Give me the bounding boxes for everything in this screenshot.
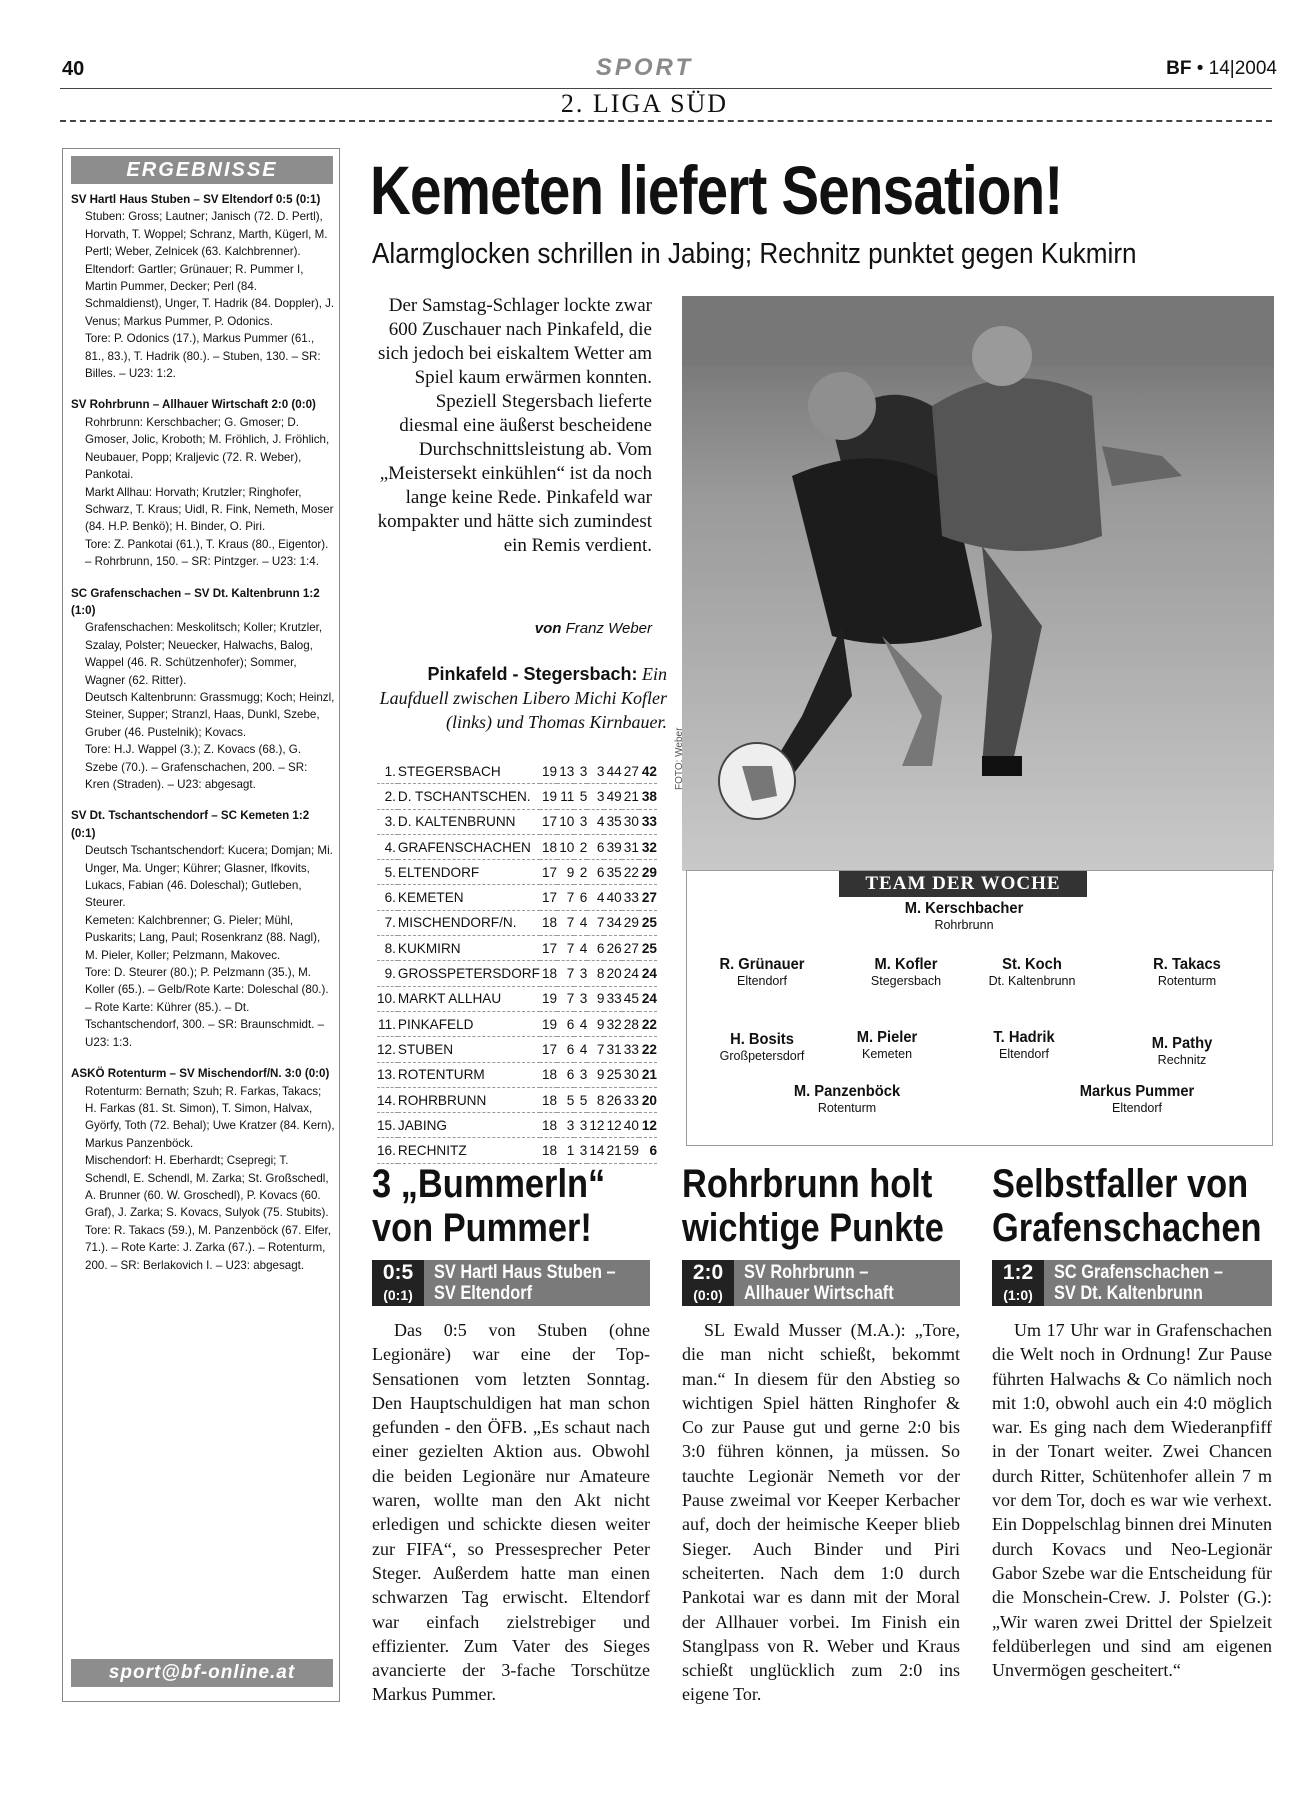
standings-n: 12 xyxy=(587,1113,604,1138)
score-bar xyxy=(682,1260,960,1306)
page-number: 40 xyxy=(62,58,85,80)
score-bar xyxy=(992,1260,1272,1306)
player-club: Großpetersdorf xyxy=(719,1049,805,1063)
standings-rank: 12. xyxy=(377,1037,398,1062)
standings-rank: 9. xyxy=(377,961,398,986)
player-midfielder xyxy=(1107,1035,1257,1067)
standings-u: 3 xyxy=(574,809,587,834)
main-subheadline: Alarmglocken schrillen in Jabing; Rechnitz punktet gegen Kukmirn xyxy=(372,238,1137,270)
match-teams xyxy=(434,1262,616,1304)
standings-tg: 32 xyxy=(604,1011,621,1036)
standings-s: 9 xyxy=(557,860,574,885)
standings-row xyxy=(377,910,657,935)
standings-rank: 6. xyxy=(377,885,398,910)
player-defender xyxy=(957,956,1107,988)
player-club: Rotenturm xyxy=(817,1101,877,1115)
standings-ta: 29 xyxy=(622,910,639,935)
standings-n: 14 xyxy=(587,1138,604,1163)
standings-ta: 21 xyxy=(622,784,639,809)
standings-s: 7 xyxy=(557,910,574,935)
match-title: SV Rohrbrunn – Allhauer Wirtschaft 2:0 (0:0) xyxy=(71,398,316,412)
standings-sp: 18 xyxy=(540,1113,557,1138)
standings-tg: 49 xyxy=(604,784,621,809)
standings-pts: 24 xyxy=(639,986,657,1011)
standings-tg: 31 xyxy=(604,1037,621,1062)
standings-pts: 12 xyxy=(639,1113,657,1138)
player-name: M. Kerschbacher xyxy=(904,900,1024,917)
standings-n: 7 xyxy=(587,910,604,935)
results-list xyxy=(71,191,335,1288)
player-goalkeeper xyxy=(840,900,1088,932)
match-lineup: Kemeten: Kalchbrenner; G. Pieler; Mühl, Puskarits; Lang, Paul; Rosenkranz (88. Nagl), M. Pieler, Koller; Pelzmann, Makovec. xyxy=(85,913,321,962)
final-score: 0:5 xyxy=(382,1261,414,1284)
standings-ta: 59 xyxy=(622,1138,639,1163)
standings-pts: 20 xyxy=(639,1087,657,1112)
player-club: Stegersbach xyxy=(870,974,942,988)
standings-n: 3 xyxy=(587,759,604,784)
main-headline: Kemeten liefert Sensation! xyxy=(370,152,1063,229)
standings-tg: 34 xyxy=(604,910,621,935)
standings-team: JABING xyxy=(398,1113,540,1138)
standings-n: 9 xyxy=(587,1062,604,1087)
caption-text: Ein Laufduell zwischen Libero Michi Kofler (links) und Thomas Kirnbauer. xyxy=(379,664,667,732)
standings-u: 3 xyxy=(574,961,587,986)
player-club: Kemeten xyxy=(861,1047,913,1061)
standings-table xyxy=(377,759,657,1164)
standings-n: 9 xyxy=(587,1011,604,1036)
match-result xyxy=(71,191,335,382)
standings-u: 4 xyxy=(574,1037,587,1062)
score-box xyxy=(682,1260,734,1306)
standings-u: 3 xyxy=(574,1062,587,1087)
results-sidebar xyxy=(62,148,340,1702)
standings-row xyxy=(377,1011,657,1036)
match-result xyxy=(71,396,335,570)
standings-team: D. TSCHANTSCHEN. xyxy=(398,784,540,809)
issue-number: 14|2004 xyxy=(1208,58,1277,79)
team-home: SV Hartl Haus Stuben – xyxy=(434,1262,616,1283)
standings-row xyxy=(377,834,657,859)
results-heading: ERGEBNISSE xyxy=(71,156,333,184)
standings-u: 2 xyxy=(574,860,587,885)
match-goals: Tore: Z. Pankotai (61.), T. Kraus (80., Eigentor). – Rohrbrunn, 150. – SR: Pintzger. – U23: 1:4. xyxy=(85,537,329,569)
standings-u: 3 xyxy=(574,1113,587,1138)
byline-prefix: von xyxy=(534,620,562,637)
standings-team: ROTENTURM xyxy=(398,1062,540,1087)
match-lineup: Stuben: Gross; Lautner; Janisch (72. D. Pertl), Horvath, T. Woppel; Schranz, Marth, Kügerl, M. Pertl; Weber, Zelnicek (63. Kalchbrenner). xyxy=(85,210,328,259)
article-headline: wichtige Punkte xyxy=(682,1206,944,1250)
standings-sp: 18 xyxy=(540,1138,557,1163)
standings-n: 6 xyxy=(587,834,604,859)
standings-u: 3 xyxy=(574,986,587,1011)
standings-row xyxy=(377,1138,657,1163)
standings-s: 11 xyxy=(557,784,574,809)
standings-pts: 6 xyxy=(639,1138,657,1163)
standings-ta: 45 xyxy=(622,986,639,1011)
standings-u: 4 xyxy=(574,910,587,935)
standings-team: MISCHENDORF/N. xyxy=(398,910,540,935)
player-midfielder xyxy=(812,1029,962,1061)
standings-s: 7 xyxy=(557,885,574,910)
article-rohrbrunn xyxy=(682,1162,972,1707)
player-club: Eltendorf xyxy=(736,974,788,988)
standings-s: 5 xyxy=(557,1087,574,1112)
standings-tg: 25 xyxy=(604,1062,621,1087)
standings-sp: 18 xyxy=(540,1087,557,1112)
standings-ta: 31 xyxy=(622,834,639,859)
standings-pts: 32 xyxy=(639,834,657,859)
team-away: SV Eltendorf xyxy=(434,1283,533,1304)
standings-pts: 22 xyxy=(639,1011,657,1036)
standings-s: 6 xyxy=(557,1011,574,1036)
match-goals: Tore: R. Takacs (59.), M. Panzenböck (67. Elfer, 71.). – Rote Karte: J. Zarka (67.). – Rotenturm, 200. – SR: Berlakovich I. – U23: abgesagt. xyxy=(85,1223,331,1272)
final-score: 2:0 xyxy=(692,1261,724,1284)
photo-credit: FOTO: Weber xyxy=(674,727,685,790)
standings-u: 3 xyxy=(574,1138,587,1163)
match-lineup: Grafenschachen: Meskolitsch; Koller; Krutzler, Szalay, Polster; Neuecker, Halwachs, Balog, Wappel (46. R. Schützenhofer); Sommer, Wagner (62. Ritter). xyxy=(85,621,323,687)
standings-team: KEMETEN xyxy=(398,885,540,910)
standings-team: PINKAFELD xyxy=(398,1011,540,1036)
player-name: M. Kofler xyxy=(874,956,938,973)
league-title: 2. LIGA SÜD xyxy=(560,89,729,118)
magazine-issue: BF • 14|2004 xyxy=(1166,58,1277,79)
photo-caption xyxy=(372,662,667,734)
standings-tg: 35 xyxy=(604,809,621,834)
team-of-the-week xyxy=(686,870,1273,1146)
standings-row xyxy=(377,784,657,809)
standings-ta: 30 xyxy=(622,1062,639,1087)
standings-team: ROHRBRUNN xyxy=(398,1087,540,1112)
player-club: Eltendorf xyxy=(998,1047,1050,1061)
match-title: SC Grafenschachen – SV Dt. Kaltenbrunn 1:2 (1:0) xyxy=(71,586,320,617)
standings-sp: 17 xyxy=(540,809,557,834)
player-club: Eltendorf xyxy=(1111,1101,1163,1115)
halftime-score: (0:1) xyxy=(383,1287,413,1303)
standings-rank: 3. xyxy=(377,809,398,834)
standings-ta: 27 xyxy=(622,936,639,961)
caption-match: Pinkafeld - Stegersbach: xyxy=(427,664,638,684)
article-headline: von Pummer! xyxy=(372,1206,592,1250)
standings-u: 3 xyxy=(574,759,587,784)
standings-tg: 44 xyxy=(604,759,621,784)
match-result xyxy=(71,1065,335,1274)
player-defender xyxy=(1112,956,1262,988)
team-of-week-heading: TEAM DER WOCHE xyxy=(839,871,1087,897)
player-name: St. Koch xyxy=(1002,956,1062,973)
standings-u: 2 xyxy=(574,834,587,859)
player-name: M. Pathy xyxy=(1151,1035,1213,1052)
standings-n: 8 xyxy=(587,961,604,986)
standings-pts: 22 xyxy=(639,1037,657,1062)
standings-team: MARKT ALLHAU xyxy=(398,986,540,1011)
standings-tg: 26 xyxy=(604,1087,621,1112)
standings-rank: 10. xyxy=(377,986,398,1011)
byline xyxy=(372,620,652,637)
standings-n: 8 xyxy=(587,1087,604,1112)
standings-tg: 40 xyxy=(604,885,621,910)
standings-row xyxy=(377,809,657,834)
halftime-score: (1:0) xyxy=(1003,1287,1033,1303)
player-name: M. Pieler xyxy=(856,1029,918,1046)
standings-pts: 33 xyxy=(639,809,657,834)
match-title: SV Hartl Haus Stuben – SV Eltendorf 0:5 (0:1) xyxy=(71,193,321,206)
football-players-photo xyxy=(682,296,1274,871)
standings-n: 4 xyxy=(587,885,604,910)
match-lineup: Rohrbrunn: Kerschbacher; G. Gmoser; D. Gmoser, Jolic, Kroboth; M. Fröhlich, J. Fröhlich, Neubauer, Popp; Kraljevic (72. R. Weber), Pankotai. xyxy=(85,415,330,482)
magazine-name: BF xyxy=(1166,58,1192,79)
standings-s: 6 xyxy=(557,1062,574,1087)
standings-rank: 16. xyxy=(377,1138,398,1163)
standings-pts: 38 xyxy=(639,784,657,809)
standings-team: ELTENDORF xyxy=(398,860,540,885)
article-body: SL Ewald Musser (M.A.): „Tore, die man nicht schießt, bekommt man.“ In diesem für den Abstieg so wichtigen Spiel hätten Ringhofer & Co zur Pause gut und gerne 2:0 bis 3:0 führen können, ja müssen. So tauchte Legionär Nemeth vor der Pause zweimal vor Keeper Kerbacher auf, doch der heimische Keeper blieb Sieger. Auch Binder und Piri scheiterten. Nach dem 1:0 durch Pankotai war es dann mit der Moral der Allhauer vorbei. Im Finish ein Stanglpass von R. Weber und Kraus schießt unglücklich zum 2:0 ins eigene Tor. xyxy=(682,1320,960,1705)
player-forward xyxy=(747,1083,947,1115)
standings-s: 10 xyxy=(557,834,574,859)
standings-row xyxy=(377,1087,657,1112)
standings-pts: 42 xyxy=(639,759,657,784)
player-club: Rechnitz xyxy=(1157,1053,1207,1067)
standings-n: 7 xyxy=(587,1037,604,1062)
standings-sp: 19 xyxy=(540,784,557,809)
standings-u: 4 xyxy=(574,936,587,961)
standings-sp: 17 xyxy=(540,860,557,885)
match-photo xyxy=(682,296,1274,871)
player-club: Rohrbrunn xyxy=(934,918,994,932)
standings-ta: 28 xyxy=(622,1011,639,1036)
standings-n: 3 xyxy=(587,784,604,809)
match-result xyxy=(71,585,335,794)
standings-sp: 17 xyxy=(540,1037,557,1062)
team-away: SV Dt. Kaltenbrunn xyxy=(1054,1283,1203,1304)
standings-s: 6 xyxy=(557,1037,574,1062)
player-defender xyxy=(687,956,837,988)
standings-row xyxy=(377,986,657,1011)
standings-n: 6 xyxy=(587,936,604,961)
standings-ta: 33 xyxy=(622,1037,639,1062)
standings-tg: 33 xyxy=(604,986,621,1011)
standings-pts: 25 xyxy=(639,910,657,935)
standings-ta: 24 xyxy=(622,961,639,986)
standings-pts: 24 xyxy=(639,961,657,986)
league-table xyxy=(377,759,657,1164)
standings-s: 3 xyxy=(557,1113,574,1138)
standings-team: KUKMIRN xyxy=(398,936,540,961)
player-forward xyxy=(1037,1083,1237,1115)
standings-rank: 11. xyxy=(377,1011,398,1036)
standings-row xyxy=(377,961,657,986)
article-body: Um 17 Uhr war in Grafenschachen die Welt noch in Ordnung! Zur Pause führten Halwachs & Co nämlich noch mit 1:0, obwohl auch ein 4:0 möglich war. Es ging nach dem Wiederanpfiff in der Tonart weiter. Zwei Chancen durch Ritter, Schütenhofer allein 7 m vor dem Tor, doch es war wie verhext. Ein Doppelschlag binnen drei Minuten durch Kovacs und Neo-Legionär Gabor Szebe war die Entscheidung für die Monschein-Crew. J. Polster (G.): „Wir waren zwei Drittel der Spielzeit feldüberlegen und sind am eigenen Unvermögen gescheitert.“ xyxy=(992,1320,1272,1681)
standings-u: 4 xyxy=(574,1011,587,1036)
standings-ta: 30 xyxy=(622,809,639,834)
article-stuben xyxy=(372,1162,662,1707)
article-headline: Selbstfaller von xyxy=(992,1162,1249,1206)
standings-row xyxy=(377,860,657,885)
player-name: M. Panzenböck xyxy=(793,1083,901,1100)
standings-ta: 40 xyxy=(622,1113,639,1138)
halftime-score: (0:0) xyxy=(693,1287,723,1303)
standings-row xyxy=(377,1037,657,1062)
standings-row xyxy=(377,1062,657,1087)
standings-team: GRAFENSCHACHEN xyxy=(398,834,540,859)
standings-sp: 17 xyxy=(540,936,557,961)
score-box xyxy=(992,1260,1044,1306)
match-result xyxy=(71,807,335,1051)
team-away: Allhauer Wirtschaft xyxy=(744,1283,894,1304)
standings-u: 5 xyxy=(574,784,587,809)
standings-rank: 13. xyxy=(377,1062,398,1087)
score-bar xyxy=(372,1260,650,1306)
standings-tg: 21 xyxy=(604,1138,621,1163)
standings-rank: 1. xyxy=(377,759,398,784)
standings-team: STEGERSBACH xyxy=(398,759,540,784)
standings-rank: 4. xyxy=(377,834,398,859)
final-score: 1:2 xyxy=(1002,1261,1034,1284)
standings-pts: 29 xyxy=(639,860,657,885)
match-lineup: Deutsch Kaltenbrunn: Grassmugg; Koch; Heinzl, Steiner, Supper; Stranzl, Haas, Dunkl, Szebe, Gruber (46. Pustelnik); Kovacs. xyxy=(85,690,335,739)
standings-sp: 18 xyxy=(540,961,557,986)
standings-tg: 39 xyxy=(604,834,621,859)
standings-team: RECHNITZ xyxy=(398,1138,540,1163)
standings-n: 4 xyxy=(587,809,604,834)
standings-row xyxy=(377,885,657,910)
standings-row xyxy=(377,759,657,784)
player-name: R. Grünauer xyxy=(719,956,805,973)
standings-n: 9 xyxy=(587,986,604,1011)
standings-sp: 19 xyxy=(540,986,557,1011)
player-club: Dt. Kaltenbrunn xyxy=(988,974,1076,988)
match-lineup: Markt Allhau: Horvath; Krutzler; Ringhofer, Schwarz, T. Kraus; Uidl, R. Fink, Nemeth, Moser (84. H.P. Benkö); H. Binder, O. Piri. xyxy=(85,485,334,534)
main-intro-text: Der Samstag-Schlager lockte zwar 600 Zuschauer nach Pinkafeld, die sich jedoch bei eiskaltem Wetter am Spiel kaum erwärmen konnten. Speziell Stegersbach lieferte diesmal eine äußerst bescheidene Durchschnittsleistung ab. Vom „Meistersekt einkühlen“ ist da noch lange keine Rede. Pinkafeld war kompakter und hätte sich zumindest ein Remis verdient. xyxy=(377,295,652,556)
standings-pts: 25 xyxy=(639,936,657,961)
standings-tg: 12 xyxy=(604,1113,621,1138)
match-lineup: Deutsch Tschantschendorf: Kucera; Domjan; Mi. Unger, Ma. Unger; Kührer; Glasner, Ifkovits, Lukacs, Fabian (46. Doleschal); Gutleben, Steurer. xyxy=(85,844,333,910)
player-club: Rotenturm xyxy=(1157,974,1217,988)
standings-ta: 33 xyxy=(622,1087,639,1112)
section-label: SPORT xyxy=(595,54,694,81)
match-title: ASKÖ Rotenturm – SV Mischendorf/N. 3:0 (0:0) xyxy=(71,1067,330,1081)
standings-pts: 27 xyxy=(639,885,657,910)
standings-s: 7 xyxy=(557,936,574,961)
article-headline: Rohrbrunn holt xyxy=(682,1162,933,1206)
standings-team: STUBEN xyxy=(398,1037,540,1062)
standings-ta: 33 xyxy=(622,885,639,910)
standings-pts: 21 xyxy=(639,1062,657,1087)
standings-team: D. KALTENBRUNN xyxy=(398,809,540,834)
standings-s: 7 xyxy=(557,986,574,1011)
player-name: T. Hadrik xyxy=(993,1029,1055,1046)
standings-row xyxy=(377,1113,657,1138)
article-body: Das 0:5 von Stuben (ohne Legionäre) war eine der Top-Sensationen vom letzten Sonntag. Den Hauptschuldigen hat man schon gefunden - den ÖFB. „Es schaut nach einer gezielten Aktion aus. Obwohl die beiden Legionäre nur Amateure waren, wollte man den Akt nicht erledigen und schickte diesen weiter zur FIFA“, so Pressesprecher Peter Steger. Außerdem hatte man einen schwarzen Tag erwischt. Eltendorf war einfach zielstrebiger und effizienter. Zum Vater des Sieges avancierte der 3-fache Torschütze Markus Pummer. xyxy=(372,1320,650,1705)
standings-tg: 35 xyxy=(604,860,621,885)
score-box xyxy=(372,1260,424,1306)
match-goals: Tore: H.J. Wappel (3.); Z. Kovacs (68.), G. Szebe (70.). – Grafenschachen, 200. – SR: Kren (Straden). – U23: abgesagt. xyxy=(85,743,308,791)
standings-rank: 15. xyxy=(377,1113,398,1138)
standings-s: 13 xyxy=(557,759,574,784)
match-teams xyxy=(744,1262,894,1304)
match-lineup: Eltendorf: Gartler; Grünauer; R. Pummer I, Martin Pummer, Decker; Perl (84. Schmaldienst), Unger, T. Hadrik (84. Doppler), J. Venus; Markus Pummer, P. Odonics. xyxy=(85,262,335,328)
match-title: SV Dt. Tschantschendorf – SC Kemeten 1:2 (0:1) xyxy=(71,809,310,840)
standings-sp: 18 xyxy=(540,910,557,935)
author-name: Franz Weber xyxy=(565,620,652,637)
article-grafenschachen xyxy=(992,1162,1277,1682)
standings-tg: 26 xyxy=(604,936,621,961)
standings-sp: 17 xyxy=(540,885,557,910)
team-home: SV Rohrbrunn – xyxy=(744,1262,869,1283)
player-name: Markus Pummer xyxy=(1079,1083,1195,1100)
standings-sp: 19 xyxy=(540,1011,557,1036)
match-goals: Tore: D. Steurer (80.); P. Pelzmann (35.), M. Koller (65.). – Gelb/Rote Karte: Doleschal (80.). – Rote Karte: Kührer (85.). – Dt. Tschantschendorf, 300. – SR: Braunschmidt. – U23: 1:3. xyxy=(85,966,329,1049)
match-teams xyxy=(1054,1262,1223,1304)
standings-ta: 27 xyxy=(622,759,639,784)
standings-s: 10 xyxy=(557,809,574,834)
match-lineup: Rotenturm: Bernath; Szuh; R. Farkas, Takacs; H. Farkas (81. St. Simon), T. Simon, Halvax, Györfy, Toth (72. Behal); Uwe Kratzer (84. Kern), Markus Panzenböck. xyxy=(85,1084,335,1150)
standings-n: 6 xyxy=(587,860,604,885)
standings-sp: 19 xyxy=(540,759,557,784)
standings-rank: 14. xyxy=(377,1087,398,1112)
standings-rank: 5. xyxy=(377,860,398,885)
standings-s: 7 xyxy=(557,961,574,986)
standings-rank: 7. xyxy=(377,910,398,935)
standings-rank: 8. xyxy=(377,936,398,961)
sport-email-link[interactable]: sport@bf-online.at xyxy=(71,1659,333,1687)
standings-sp: 18 xyxy=(540,1062,557,1087)
standings-u: 5 xyxy=(574,1087,587,1112)
standings-rank: 2. xyxy=(377,784,398,809)
standings-s: 1 xyxy=(557,1138,574,1163)
standings-u: 6 xyxy=(574,885,587,910)
article-headline: Grafenschachen xyxy=(992,1206,1262,1250)
article-headline: 3 „Bummerln“ xyxy=(372,1162,606,1206)
standings-row xyxy=(377,936,657,961)
player-name: R. Takacs xyxy=(1153,956,1221,973)
standings-ta: 22 xyxy=(622,860,639,885)
player-midfielder xyxy=(949,1029,1099,1061)
player-name: H. Bosits xyxy=(730,1031,794,1048)
team-home: SC Grafenschachen – xyxy=(1054,1262,1223,1283)
standings-team: GROSSPETERSDORF xyxy=(398,961,540,986)
match-goals: Tore: P. Odonics (17.), Markus Pummer (61., 81., 83.), T. Hadrik (80.). – Stuben, 130. – SR: Billes. – U23: 1:2. xyxy=(85,332,321,381)
standings-sp: 18 xyxy=(540,834,557,859)
standings-tg: 20 xyxy=(604,961,621,986)
header-dashed-rule xyxy=(60,120,1272,122)
match-lineup: Mischendorf: H. Eberhardt; Csepregi; T. Schendl, E. Schendl, M. Zarka; St. Großschedl, A. Brunner (60. W. Groschedl), P. Kovacs (60. Graf), J. Zarka; S. Kovacs, Sulyok (75. Stubits). xyxy=(85,1154,329,1220)
